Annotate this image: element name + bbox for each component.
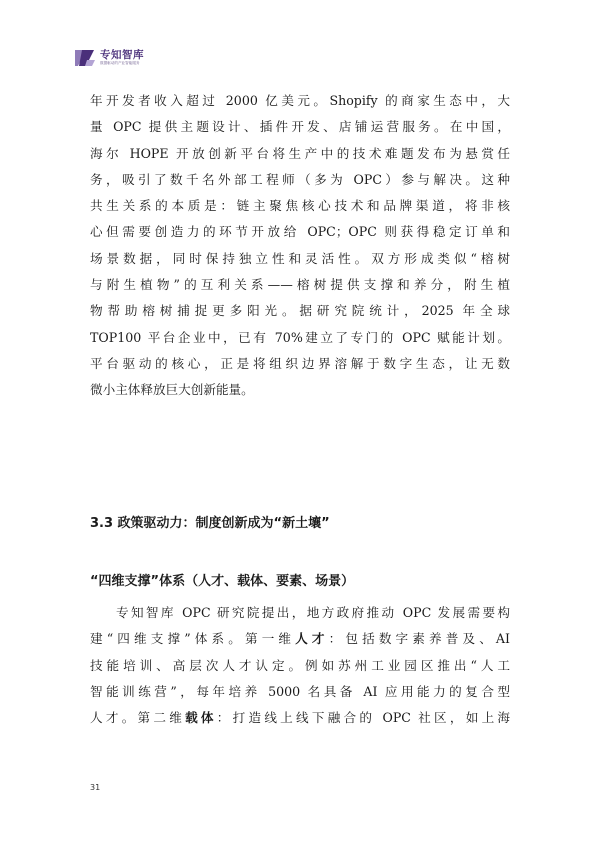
text-line: 建“四维支撑”体系。第一维人才：包括数字素养普及、AI: [90, 631, 510, 647]
body-paragraph-1: [90, 88, 510, 404]
text-line: 年开发者收入超过 2000 亿美元。Shopify 的商家生态中，大: [90, 93, 510, 108]
text-line: 技能培训、高层次人才认定。例如苏州工业园区推出“人工: [90, 657, 510, 673]
logo-tagline: 数据驱动的产业智能服务: [100, 61, 140, 66]
text-line: 心但需要创造力的环节开放给 OPC；OPC 则获得稳定订单和: [90, 224, 510, 240]
text-line: 平台驱动的核心，正是将组织边界溶解于数字生态，让无数: [90, 355, 510, 371]
keyword-carrier: 载体: [185, 710, 217, 726]
text-line: 场景数据，同时保持独立性和灵活性。双方形成类似“榕树: [90, 250, 510, 266]
text-line: 务，吸引了数千名外部工程师（多为 OPC）参与解决。这种: [90, 171, 510, 187]
page-header: [74, 44, 144, 72]
section-heading: 3.3 政策驱动力：制度创新成为“新土壤”: [90, 516, 330, 531]
text-line: 专知智库 OPC 研究院提出，地方政府推动 OPC 发展需要构: [116, 605, 510, 620]
page-number: 31: [90, 783, 101, 792]
body-paragraph-2: [90, 600, 510, 731]
text-line: 共生关系的本质是：链主聚焦核心技术和品牌渠道，将非核: [90, 198, 510, 214]
text-line: 智能训练营”，每年培养 5000 名具备 AI 应用能力的复合型: [90, 683, 510, 699]
text-line: 物帮助榕树捕捉更多阳光。据研究院统计，2025 年全球: [90, 303, 510, 319]
text-line: 人才。第二维载体：打造线上线下融合的 OPC 社区，如上海: [90, 710, 511, 726]
text-line: 微小主体释放巨大创新能量。: [90, 382, 254, 398]
logo-name: 专知智库: [100, 48, 144, 61]
sub-heading: “四维支撑”体系（人才、载体、要素、场景）: [90, 574, 355, 589]
text-line: 海尔 HOPE 开放创新平台将生产中的技术难题发布为悬赏任: [90, 145, 510, 161]
text-line: 量 OPC 提供主题设计、插件开发、店铺运营服务。在中国，: [90, 119, 510, 135]
logo-icon: [74, 48, 96, 68]
text-line: TOP100 平台企业中，已有 70%建立了专门的 OPC 赋能计划。: [90, 329, 510, 345]
text-line: 与附生植物”的互利关系——榕树提供支撑和养分，附生植: [90, 277, 510, 293]
keyword-talent: 人才: [295, 631, 329, 647]
